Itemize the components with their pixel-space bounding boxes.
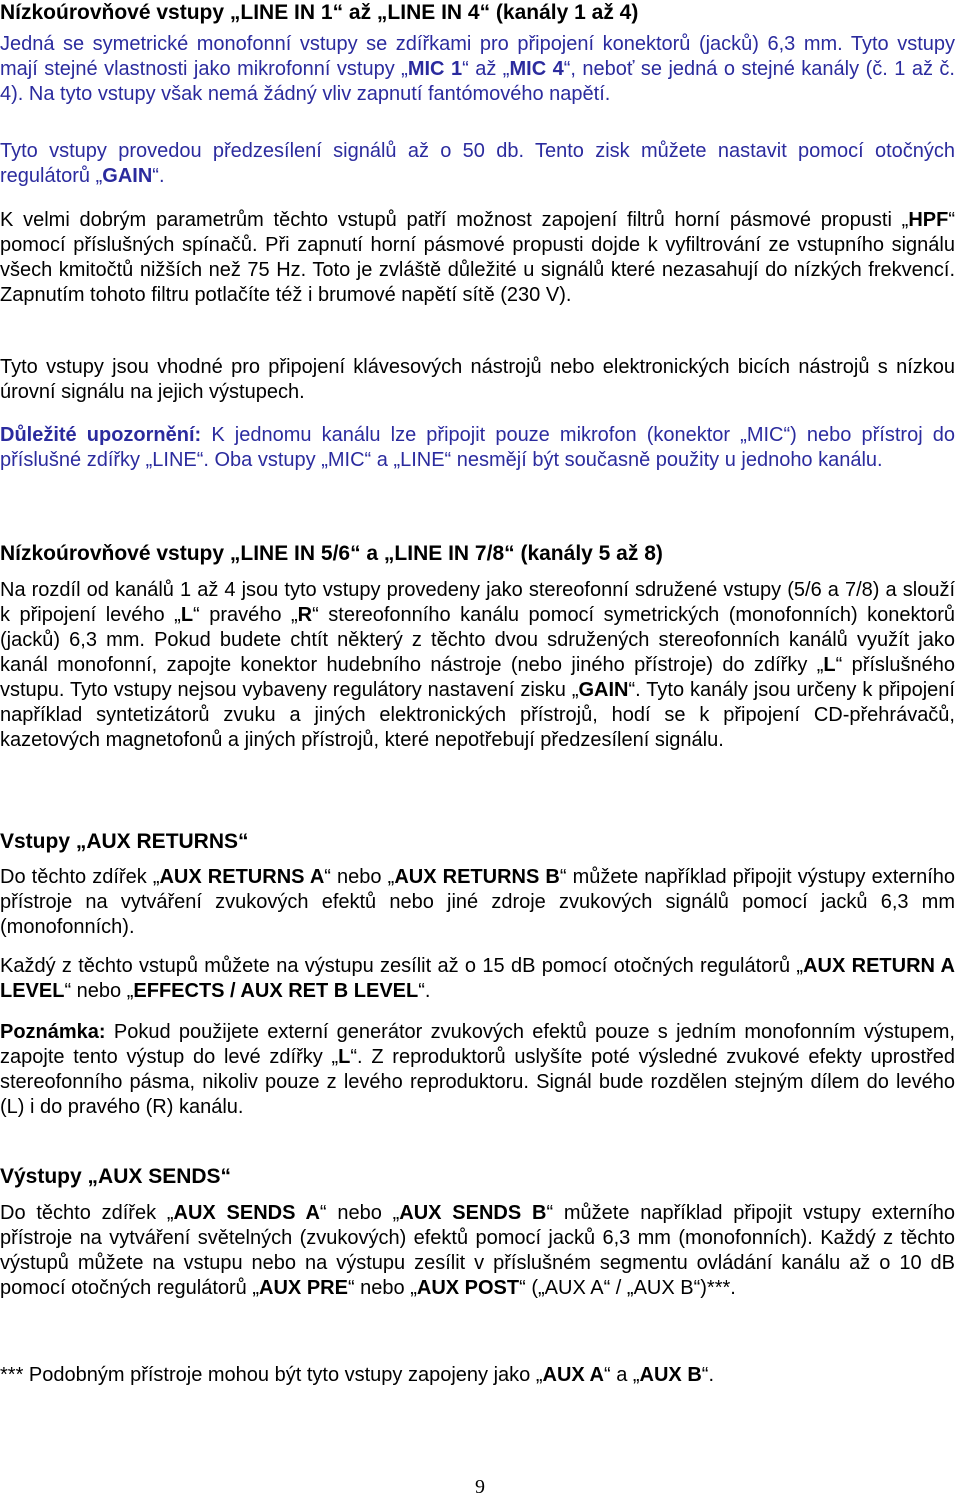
paragraph-aux-returns-level: Každý z těchto vstupů můžete na výstupu zesílit až o 15 dB pomocí otočných regulátorů „AUX RETURN A LEVEL“ nebo „EFFECTS / AUX RET B LEVEL“.	[0, 955, 955, 1002]
paragraph-line-in-description: Jedná se symetrické monofonní vstupy se zdířkami pro připojení konektorů (jacků) 6,3 mm. Tyto vstupy mají stejné vlastnosti jako mikrofonní vstupy „MIC 1“ až „MIC 4“, neboť se jedná o stejné kanály (č. 1 až č. 4). Na tyto vstupy však nemá žádný vliv zapnutí fantómového napětí.	[0, 33, 955, 105]
paragraph-important-warning: Důležité upozornění: K jednomu kanálu lze připojit pouze mikrofon (konektor „MIC“) nebo přístroj do příslušné zdířky „LINE“. Oba vstupy „MIC“ a „LINE“ nesmějí být současně použity u jednoho kanálu.	[0, 424, 955, 471]
paragraph-stereo-inputs: Na rozdíl od kanálů 1 až 4 jsou tyto vstupy provedeny jako stereofonní sdružené vstupy (5/6 a 7/8) a slouží k připojení levého „L“ pravého „R“ stereofonního kanálu pomocí symetrických (monofonních) konektorů (jacků) 6,3 mm. Pokud budete chtít některý z těchto dvou sdružených stereofonních kanálů využít jako kanál monofonní, zapojte konektor hudebního nástroje (nebo jiného přístroje) do zdířky „L“ příslušného vstupu. Tyto vstupy nejsou vybaveny regulátory nastavení zisku „GAIN“. Tyto kanály jsou určeny k připojení například syntetizátorů zvuku a jiných elektronických přístrojů, hodí se k připojení CD-přehrávačů, kazetových magnetofonů a jiných přístrojů, které nepotřebují předzesílení signálu.	[0, 579, 955, 751]
paragraph-keyboard-inputs: Tyto vstupy jsou vhodné pro připojení klávesových nástrojů nebo elektronických bicích nástrojů s nízkou úrovní signálu na jejich výstupech.	[0, 356, 955, 403]
section-heading-aux-sends: Výstupy „AUX SENDS“	[0, 1165, 232, 1188]
section-heading-aux-returns: Vstupy „AUX RETURNS“	[0, 830, 249, 853]
section-heading-line-in-1-4: Nízkoúrovňové vstupy „LINE IN 1“ až „LINE IN 4“ (kanály 1 až 4)	[0, 1, 639, 24]
paragraph-aux-sends-connect: Do těchto zdířek „AUX SENDS A“ nebo „AUX SENDS B“ můžete například připojit vstupy externího přístroje na vytváření světelných (zvukových) efektů pomocí jacků 6,3 mm (monofonních). Každý z těchto výstupů můžete na vstupu nebo na výstupu zesílit v příslušném segmentu ovládání kanálu až o 10 dB pomocí otočných regulátorů „AUX PRE“ nebo „AUX POST“ („AUX A“ / „AUX B“)***.	[0, 1202, 955, 1299]
paragraph-note-mono-effects: Poznámka: Pokud použijete externí generátor zvukových efektů pouze s jedním monofonním výstupem, zapojte tento výstup do levé zdířky „L“. Z reproduktorů uslyšíte poté výsledné zvukové efekty uprostřed stereofonního pásma, nikoliv pouze z levého reproduktoru. Signál bude rozdělen stejným dílem do levého (L) i do pravého (R) kanálu.	[0, 1021, 956, 1118]
page-number: 9	[475, 1476, 485, 1498]
paragraph-hpf-filter: K velmi dobrým parametrům těchto vstupů patří možnost zapojení filtrů horní pásmové propusti „HPF“ pomocí příslušných spínačů. Při zapnutí horní pásmové propusti dojde k vyfiltrování ze vstupního signálu všech kmitočtů nižších než 75 Hz. Toto je zvláště důležité u signálů které nezasahují do nízkých frekvencí. Zapnutím tohoto filtru potlačíte též i brumové napětí sítě (230 V).	[0, 209, 955, 306]
paragraph-footnote-aux: *** Podobným přístroje mohou být tyto vstupy zapojeny jako „AUX A“ a „AUX B“.	[0, 1364, 714, 1386]
paragraph-aux-returns-connect: Do těchto zdířek „AUX RETURNS A“ nebo „AUX RETURNS B“ můžete například připojit výstupy externího přístroje na vytváření zvukových efektů nebo jiné zdroje zvukových signálů pomocí jacků 6,3 mm (monofonních).	[0, 866, 955, 938]
paragraph-preamp-gain: Tyto vstupy provedou předzesílení signálů až o 50 db. Tento zisk můžete nastavit pomocí otočných regulátorů „GAIN“.	[0, 140, 955, 187]
section-heading-line-in-5-8: Nízkoúrovňové vstupy „LINE IN 5/6“ a „LINE IN 7/8“ (kanály 5 až 8)	[0, 542, 663, 565]
